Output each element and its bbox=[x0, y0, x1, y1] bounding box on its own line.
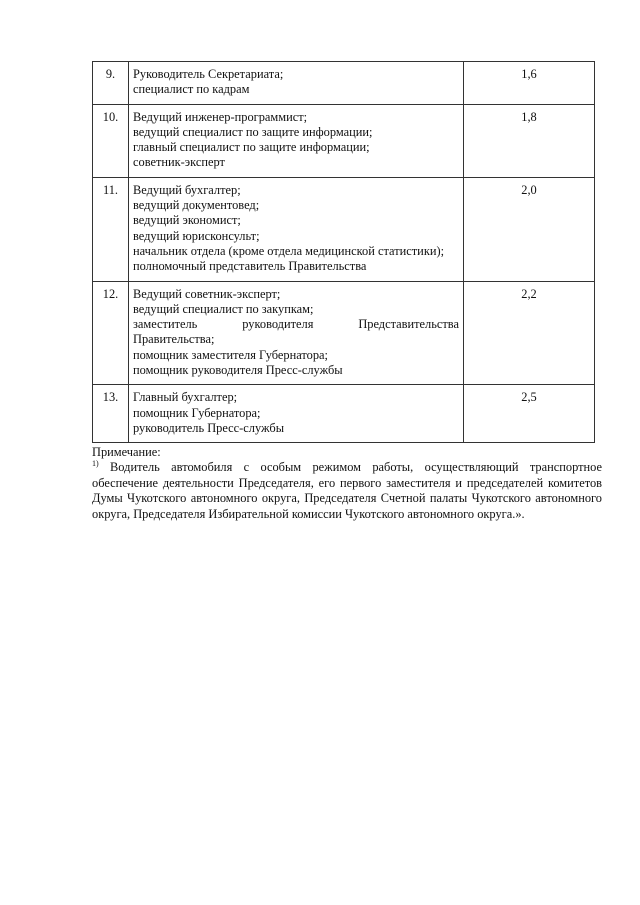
table-row bbox=[93, 385, 595, 443]
coefficient: 2,0 bbox=[464, 177, 595, 281]
position-line: ведущий документовед; bbox=[133, 198, 260, 213]
row-number: 12. bbox=[93, 281, 129, 385]
position-list bbox=[129, 385, 464, 443]
note-title: Примечание: bbox=[92, 445, 161, 459]
footnote-block bbox=[92, 445, 602, 522]
position-word: заместитель bbox=[133, 317, 198, 332]
position-line: руководитель Пресс-службы bbox=[133, 420, 285, 435]
position-line: помощник заместителя Губернатора; bbox=[133, 347, 328, 362]
position-list bbox=[129, 281, 464, 385]
footnote-marker: 1) bbox=[92, 459, 99, 469]
position-line: советник-эксперт bbox=[133, 155, 225, 170]
coefficient: 1,6 bbox=[464, 62, 595, 105]
coefficient: 2,5 bbox=[464, 385, 595, 443]
position-line: Ведущий инженер-программист; bbox=[133, 109, 308, 124]
row-number: 9. bbox=[93, 62, 129, 105]
table-row bbox=[93, 177, 595, 281]
position-line: Главный бухгалтер; bbox=[133, 390, 238, 405]
position-line: полномочный представитель Правительства bbox=[133, 259, 367, 274]
position-line: Руководитель Секретариата; bbox=[133, 67, 284, 81]
position-list bbox=[129, 104, 464, 177]
table-row bbox=[93, 281, 595, 385]
coefficient: 2,2 bbox=[464, 281, 595, 385]
position-line: Ведущий бухгалтер; bbox=[133, 182, 241, 197]
position-line: помощник Губернатора; bbox=[133, 405, 261, 420]
position-line: специалист по кадрам bbox=[133, 82, 250, 97]
note-text bbox=[92, 460, 602, 522]
position-line: ведущий юрисконсульт; bbox=[133, 228, 260, 243]
row-number: 13. bbox=[93, 385, 129, 443]
position-list bbox=[129, 62, 464, 105]
position-word: Представительства bbox=[358, 317, 459, 332]
position-list bbox=[129, 177, 464, 281]
table-row bbox=[93, 104, 595, 177]
table-row bbox=[93, 62, 595, 105]
row-number: 11. bbox=[93, 177, 129, 281]
position-line: ведущий специалист по закупкам; bbox=[133, 301, 314, 316]
positions-table bbox=[92, 61, 595, 443]
position-line: Правительства; bbox=[133, 332, 215, 347]
position-line: Ведущий советник-эксперт; bbox=[133, 286, 281, 301]
position-line: помощник руководителя Пресс-службы bbox=[133, 363, 343, 378]
position-line-justified bbox=[133, 317, 459, 332]
position-line: начальник отдела (кроме отдела медицинской статистики); bbox=[133, 243, 445, 258]
position-line: ведущий экономист; bbox=[133, 213, 241, 228]
position-word: руководителя bbox=[242, 317, 314, 332]
note-body: Водитель автомобиля с особым режимом работы, осуществляющий транспортное обеспечение деятельности Председателя, его первого заместителя и председателей комитетов Думы Чукотского автономного округа, Председателя Счетной палаты Чукотского автономного округа, Председателя Избирательной комиссии Чукотского автономного округа.». bbox=[92, 460, 602, 521]
position-line: ведущий специалист по защите информации; bbox=[133, 124, 373, 139]
coefficient: 1,8 bbox=[464, 104, 595, 177]
position-line: главный специалист по защите информации; bbox=[133, 140, 370, 155]
row-number: 10. bbox=[93, 104, 129, 177]
